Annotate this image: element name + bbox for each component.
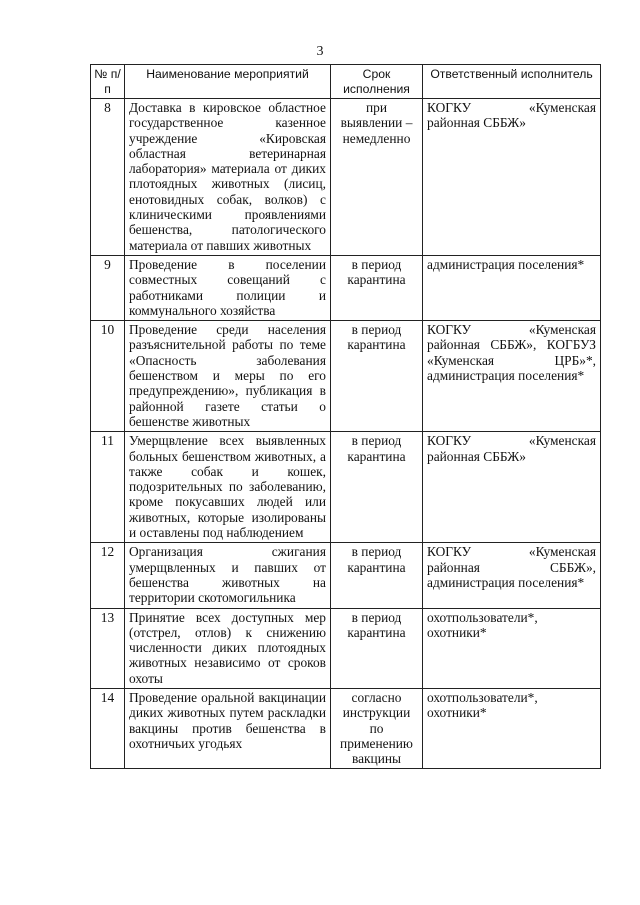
row-name: Проведение оральной вакцинации диких животных путем раскладки вакцины против бешенства в охотничьих угодьях — [125, 688, 331, 768]
row-name: Проведение в поселении совместных совещаний с работниками полиции и коммунального хозяйства — [125, 255, 331, 320]
row-name: Принятие всех доступных мер (отстрел, отлов) к снижению численности диких плотоядных животных независимо от сроков охоты — [125, 608, 331, 688]
row-num: 14 — [91, 688, 125, 768]
table-header-row — [91, 65, 601, 99]
table-row — [91, 321, 601, 432]
table-row — [91, 432, 601, 543]
row-responsible: КОГКУ «Куменская районная СББЖ», администрация поселения* — [423, 543, 601, 608]
row-num: 12 — [91, 543, 125, 608]
row-term: согласно инструкции по применению вакцины — [331, 688, 423, 768]
table-row — [91, 543, 601, 608]
row-name: Проведение среди населения разъяснительной работы по теме «Опасность заболевания бешенством и меры по его предупреждению», публикация в районной газете статьи о бешенстве животных — [125, 321, 331, 432]
row-name: Организация сжигания умерщвленных и павших от бешенства животных на территории скотомогильника — [125, 543, 331, 608]
row-responsible: администрация поселения* — [423, 255, 601, 320]
row-responsible: КОГКУ «Куменская районная СББЖ» — [423, 99, 601, 256]
row-num: 11 — [91, 432, 125, 543]
table-row — [91, 99, 601, 256]
row-responsible: КОГКУ «Куменская районная СББЖ», КОГБУЗ «Куменская ЦРБ»*, администрация поселения* — [423, 321, 601, 432]
row-num: 13 — [91, 608, 125, 688]
row-term: в период карантина — [331, 255, 423, 320]
page-number: 3 — [316, 44, 324, 59]
header-num: № п/п — [91, 65, 125, 99]
header-term: Срок исполнения — [331, 65, 423, 99]
row-num: 9 — [91, 255, 125, 320]
row-term: в период карантина — [331, 608, 423, 688]
header-responsible: Ответственный исполнитель — [423, 65, 601, 99]
header-name: Наименование мероприятий — [125, 65, 331, 99]
table-row — [91, 688, 601, 768]
table-row — [91, 608, 601, 688]
table-row — [91, 255, 601, 320]
row-responsible: КОГКУ «Куменская районная СББЖ» — [423, 432, 601, 543]
row-responsible: охотпользователи*, охотники* — [423, 608, 601, 688]
row-responsible: охотпользователи*, охотники* — [423, 688, 601, 768]
row-term: в период карантина — [331, 432, 423, 543]
row-term: при выявлении – немедленно — [331, 99, 423, 256]
row-term: в период карантина — [331, 543, 423, 608]
row-num: 10 — [91, 321, 125, 432]
row-name: Доставка в кировское областное государственное казенное учреждение «Кировская областная ветеринарная лаборатория» материала от диких плотоядных животных (лисиц, енотовидных собак, волков) с клиническими проявлениями бешенства, патологического материала от павших животных — [125, 99, 331, 256]
row-num: 8 — [91, 99, 125, 256]
measures-table — [90, 64, 601, 769]
row-name: Умерщвление всех выявленных больных бешенством животных, а также собак и кошек, подозрительных по заболеванию, кроме покусавших людей или животных, которые изолированы и оставлены под наблюдением — [125, 432, 331, 543]
row-term: в период карантина — [331, 321, 423, 432]
